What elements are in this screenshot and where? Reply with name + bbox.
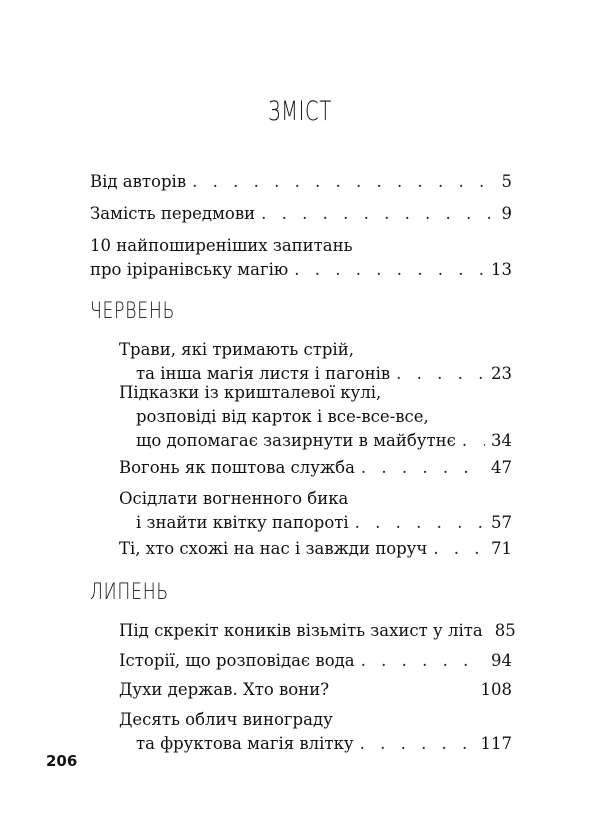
toc-entry[interactable]	[90, 202, 512, 226]
toc-entry-page: 108	[480, 680, 512, 699]
dot-leader	[294, 258, 485, 282]
dot-leader	[261, 202, 490, 226]
toc-entry-page: 85	[494, 621, 516, 640]
toc-entry-title: та інша магія листя і пагонів	[136, 364, 391, 383]
toc-entry[interactable]	[119, 649, 512, 673]
toc-entry-title: Духи держав. Хто вони?	[119, 680, 330, 699]
toc-entry-title: Від авторів	[90, 172, 187, 191]
toc-entry-title: Замість передмови	[90, 204, 256, 223]
toc-entry-title-line: розповіді від карток і все-все-все,	[136, 407, 429, 426]
toc-entry-title-line: Трави, які тримають стрій,	[119, 340, 354, 359]
toc-entry-page: 23	[491, 364, 512, 383]
toc-entry-page: 94	[491, 651, 512, 670]
toc-entry[interactable]	[119, 678, 512, 702]
footer-page-number: 206	[46, 752, 78, 770]
dot-leader	[361, 649, 485, 673]
dot-leader	[192, 170, 490, 194]
toc-entry[interactable]	[119, 708, 512, 756]
toc-entry[interactable]	[90, 234, 512, 282]
toc-entry-page: 5	[501, 172, 512, 191]
toc-entry-title-line: Десять облич винограду	[119, 710, 333, 729]
toc-entry-title: що допомагає зазирнути в майбутнє	[136, 431, 456, 450]
toc-entry-title-line: Підказки із кришталевої кулі,	[119, 383, 382, 402]
toc-entry-title: Під скрекіт коників візьміть захист у літа	[119, 621, 483, 640]
toc-entry[interactable]	[119, 487, 512, 535]
toc-entry-page: 9	[501, 204, 512, 223]
toc-entry-title-line: Осідлати вогненного бика	[119, 489, 349, 508]
toc-entry-title: та фруктова магія влітку	[136, 734, 354, 753]
toc-entry-title-line: 10 найпоширеніших запитань	[90, 236, 353, 255]
toc-entry-page: 13	[491, 260, 512, 279]
toc-entry[interactable]	[119, 619, 516, 643]
dot-leader	[360, 732, 475, 756]
toc-entry[interactable]	[119, 537, 512, 561]
toc-entry-title: Вогонь як поштова служба	[119, 458, 355, 477]
toc-entry-title: і знайти квітку папороті	[136, 513, 349, 532]
toc-entry-page: 117	[480, 734, 512, 753]
section-title-june: ЧЕРВЕНЬ	[90, 299, 176, 324]
dot-leader	[433, 537, 485, 561]
toc-entry-page: 47	[491, 458, 512, 477]
section-title-july: ЛИПЕНЬ	[90, 580, 169, 605]
toc-entry[interactable]	[119, 381, 512, 453]
toc-entry[interactable]	[90, 170, 512, 194]
toc-entry[interactable]	[119, 338, 512, 386]
dot-leader	[361, 456, 485, 480]
dot-leader	[355, 511, 485, 535]
toc-entry-title: Ті, хто схожі на нас і завжди поруч	[119, 539, 428, 558]
toc-entry[interactable]	[119, 456, 512, 480]
dot-leader	[462, 429, 485, 453]
page-title: ЗМІСТ	[268, 96, 332, 127]
toc-entry-page: 57	[491, 513, 512, 532]
toc-entry-page: 34	[491, 431, 512, 450]
toc-entry-title: про іріранівську магію	[90, 260, 289, 279]
toc-entry-title: Історії, що розповідає вода	[119, 651, 355, 670]
toc-entry-page: 71	[491, 539, 512, 558]
